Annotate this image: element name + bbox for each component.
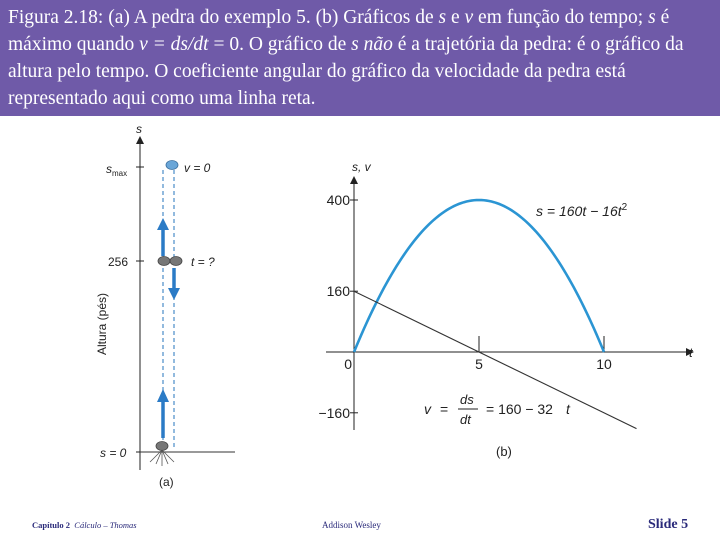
y-tick-label: 160: [326, 283, 350, 300]
figure: [0, 116, 720, 516]
v-eq-equals: =: [440, 401, 449, 417]
v0-label: v = 0: [184, 161, 211, 175]
panel-a-label: (a): [159, 475, 174, 489]
v-eq-numerator: ds: [460, 392, 474, 407]
x-tick-label: 5: [475, 356, 483, 372]
down-arrow: [168, 268, 180, 300]
y-tick-label: −160: [318, 404, 350, 421]
y-ticks: [318, 192, 358, 421]
panel-a-axis-label: s: [136, 122, 142, 136]
smax-label: $s_{max}$: [106, 162, 128, 178]
panel-b-label: (b): [496, 444, 512, 459]
up-arrow-top: [157, 218, 169, 256]
panel-b: [318, 160, 694, 459]
v-eq-t: t: [566, 401, 570, 417]
up-arrow-bottom: [157, 389, 169, 438]
figure-caption: Figura 2.18: (a) A pedra do exemplo 5. (b) Gráficos de s e v em função do tempo; s é máximo quando v = ds/dt = 0. O gráfico de s não é a trajetória da pedra: é o gráfico da altura pelo tempo. O coeficiente angular do gráfico da velocidade da pedra está representado aqui como uma linha reta.: [8, 7, 684, 109]
y-tick-label: 400: [326, 192, 350, 208]
s-curve: [354, 200, 604, 352]
footer-publisher: Addison Wesley: [322, 520, 381, 530]
tick-256-label: 256: [108, 255, 129, 269]
t-question-label: t = ?: [191, 255, 215, 269]
stone-mid-right: [170, 257, 182, 266]
s0-label: s = 0: [100, 446, 127, 460]
x-axis-label: t: [689, 345, 693, 360]
y-tick-label: 0: [344, 356, 352, 372]
stone-top: [166, 161, 178, 170]
slide-number: Slide 5: [648, 517, 689, 532]
v-eq-rhs: = 160 − 32: [486, 401, 553, 417]
v-equation: [424, 392, 571, 427]
x-tick-label: 10: [596, 356, 612, 372]
v-eq-denominator: dt: [460, 412, 471, 427]
x-ticks: [475, 336, 612, 372]
stone-ground: [156, 442, 168, 451]
panel-a: [95, 122, 235, 489]
stone-mid-left: [158, 257, 170, 266]
v-eq-v: v: [424, 401, 431, 417]
s-equation: $s = 160t - 16t^2$: [536, 202, 628, 219]
footer-chapter: Capítulo 2 Cálculo – Thomas: [32, 520, 137, 530]
y-axis-label: s, v: [352, 160, 371, 174]
height-axis-title: Altura (pés): [95, 292, 109, 355]
